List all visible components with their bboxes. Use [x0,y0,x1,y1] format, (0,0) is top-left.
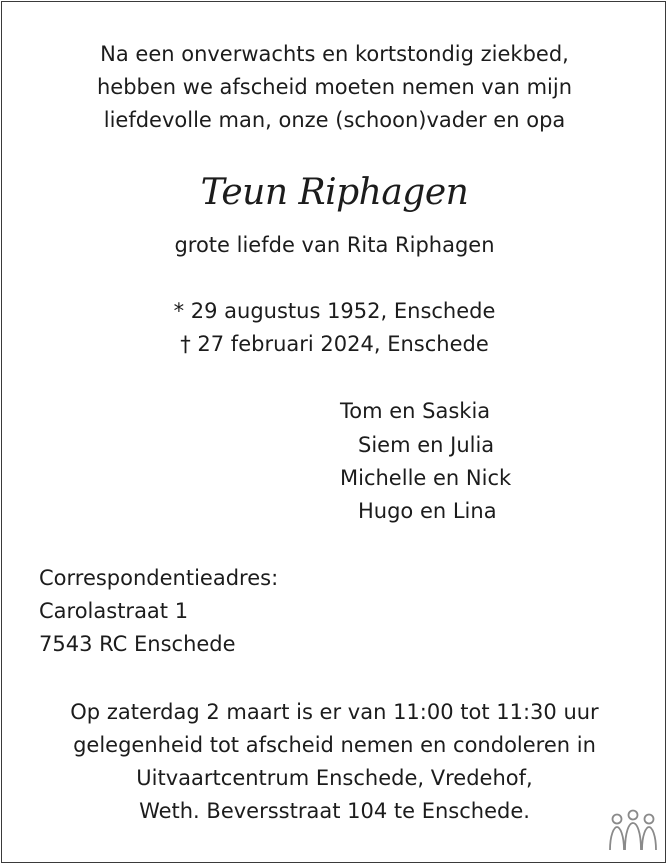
family-member: Hugo en Lina [358,499,497,523]
service-line: Uitvaartcentrum Enschede, Vredehof, [136,766,533,790]
intro-line: Na een onverwachts en kortstondig ziekbed, [100,42,569,66]
intro-text [0,38,669,137]
life-dates [0,295,669,361]
correspondence-address [39,562,278,661]
intro-line: hebben we afscheid moeten nemen van mijn [96,75,573,99]
service-line: Op zaterdag 2 maart is er van 11:00 tot 11:30 uur [70,700,599,724]
address-heading: Correspondentieadres: [39,566,279,590]
intro-line: liefdevolle man, onze (schoon)vader en opa [103,108,566,132]
death-date: † 27 februari 2024, Enschede [180,332,489,356]
deceased-subtitle: grote liefde van Rita Riphagen [174,233,495,257]
deceased-name: Teun Riphagen [200,172,469,213]
address-city: 7543 RC Enschede [39,632,236,656]
service-line: gelegenheid tot afscheid nemen en condoleren in [73,733,596,757]
family-member: Tom en Saskia [340,399,491,423]
service-info [0,696,669,828]
birth-date: * 29 augustus 1952, Enschede [173,299,496,323]
address-street: Carolastraat 1 [39,599,189,623]
service-line: Weth. Beversstraat 104 te Enschede. [139,799,530,823]
family-member: Michelle en Nick [340,466,512,490]
people-group-icon [608,808,658,852]
family-member: Siem en Julia [358,433,495,457]
